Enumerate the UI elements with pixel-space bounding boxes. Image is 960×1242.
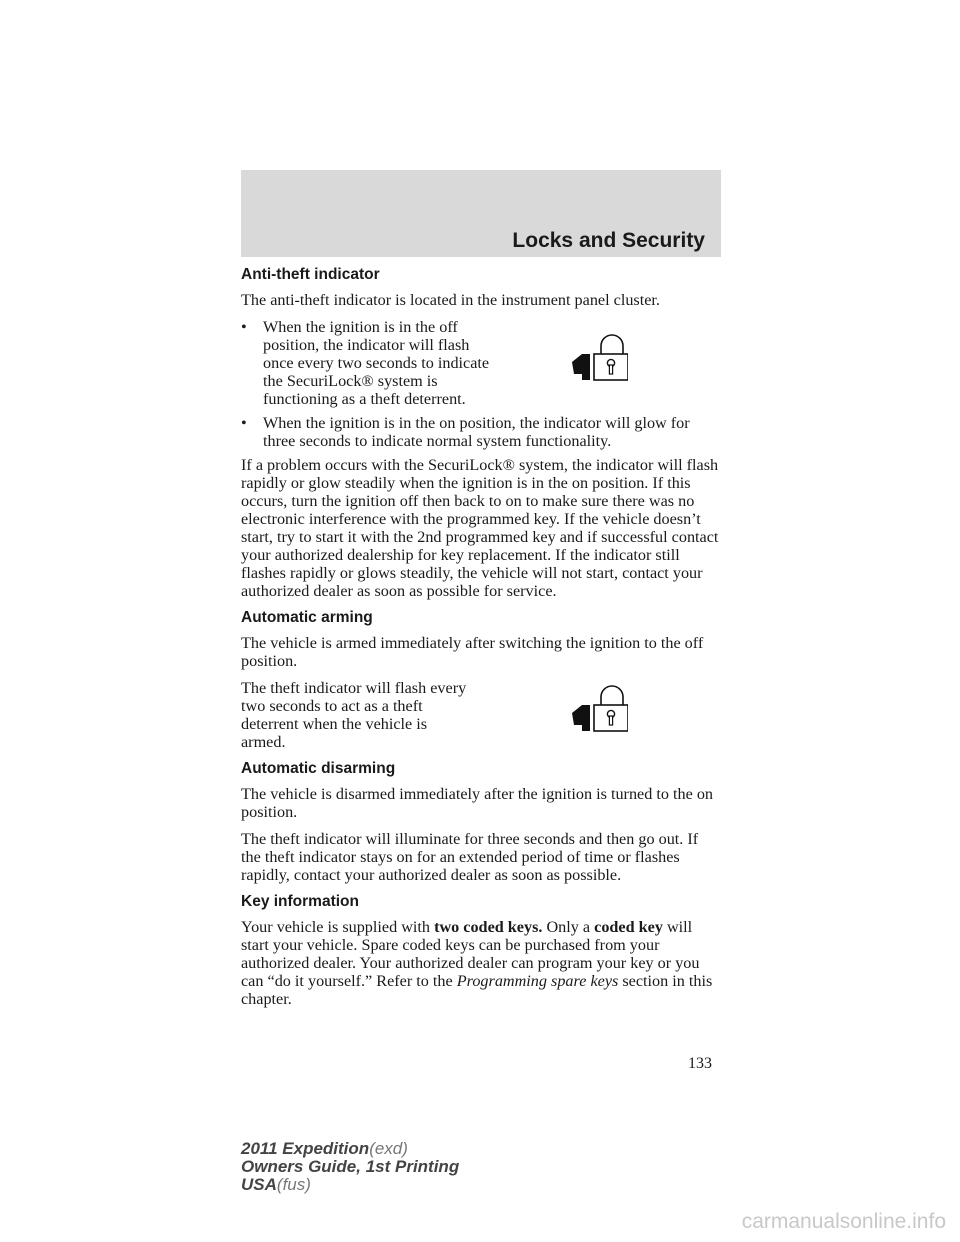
bullet-item: • When the ignition is in the off position, the indicator will flash once every two seconds to indicate the SecuriLock® system is functioning as a theft deterrent. xyxy=(241,318,490,408)
document-footer xyxy=(241,1140,459,1194)
bullet-item: • When the ignition is in the on position, the indicator will glow for three seconds to indicate normal system functionality. xyxy=(241,414,690,450)
key-info-text: Only a xyxy=(546,918,591,936)
anti-theft-figure-row xyxy=(241,318,721,414)
disarming-paragraph-1: The vehicle is disarmed immediately after the ignition is turned to the on position. xyxy=(241,785,714,821)
arming-paragraph-2: The theft indicator will flash every two seconds to act as a theft deterrent when the vehicle is armed. xyxy=(241,679,467,751)
anti-theft-paragraph: If a problem occurs with the SecuriLock® system, the indicator will flash rapidly or glow steadily when the ignition is in the on position. If this occurs, turn the ignition off then back to on to make sure there was no electronic interference with the programmed key. If the vehicle doesn’t start, try to start it with the 2nd programmed key and if successful contact your authorized dealership for key replacement. If the indicator still flashes rapidly or glows steadily, the vehicle will not start, contact your authorized dealer as soon as possible for service. xyxy=(241,456,719,600)
vehicle-lock-icon xyxy=(570,683,628,733)
vehicle-lock-icon xyxy=(570,332,628,382)
key-info-text: will start your vehicle. Spare coded keys can be purchased from your authorized dealer. Your authorized dealer can program your key or you can “do it yourself.” Refer to the xyxy=(241,918,700,990)
bullet-text: When the ignition is in the off position, the indicator will flash once every two seconds to indicate the SecuriLock® system is functioning as a theft deterrent. xyxy=(263,318,490,408)
key-info-text: Your vehicle is supplied with xyxy=(241,918,431,936)
heading-automatic-arming: Automatic arming xyxy=(241,609,373,626)
footer-line-1: 2011 Expedition(exd) xyxy=(241,1139,408,1158)
page-content xyxy=(241,266,721,1017)
key-info-bold: coded key xyxy=(594,918,663,936)
disarming-paragraph-2: The theft indicator will illuminate for three seconds and then go out. If the theft indicator stays on for an extended period of time or flashes rapidly, contact your authorized dealer as soon as possible. xyxy=(241,830,699,884)
key-info-paragraph xyxy=(241,918,721,1008)
footer-line-2: Owners Guide, 1st Printing xyxy=(241,1157,460,1176)
key-info-bold: two coded keys. xyxy=(434,918,543,936)
key-info-reference: Programming spare keys xyxy=(456,972,619,990)
arming-paragraph-1: The vehicle is armed immediately after switching the ignition to the off position. xyxy=(241,634,704,670)
arming-figure-row xyxy=(241,679,721,760)
heading-automatic-disarming: Automatic disarming xyxy=(241,760,396,777)
section-header-band xyxy=(241,170,721,257)
footer-line-3: USA(fus) xyxy=(241,1175,311,1194)
section-title: Locks and Security xyxy=(512,229,705,252)
heading-anti-theft: Anti-theft indicator xyxy=(241,266,380,283)
anti-theft-intro: The anti-theft indicator is located in the instrument panel cluster. xyxy=(241,291,660,309)
bullet-text: When the ignition is in the on position, the indicator will glow for three seconds to indicate normal system functionality. xyxy=(263,414,690,450)
page-number: 133 xyxy=(688,1055,712,1072)
heading-key-information: Key information xyxy=(241,893,359,910)
watermark: carmanualsonline.info xyxy=(741,1210,946,1233)
key-info-text: section in this chapter. xyxy=(241,972,713,1008)
